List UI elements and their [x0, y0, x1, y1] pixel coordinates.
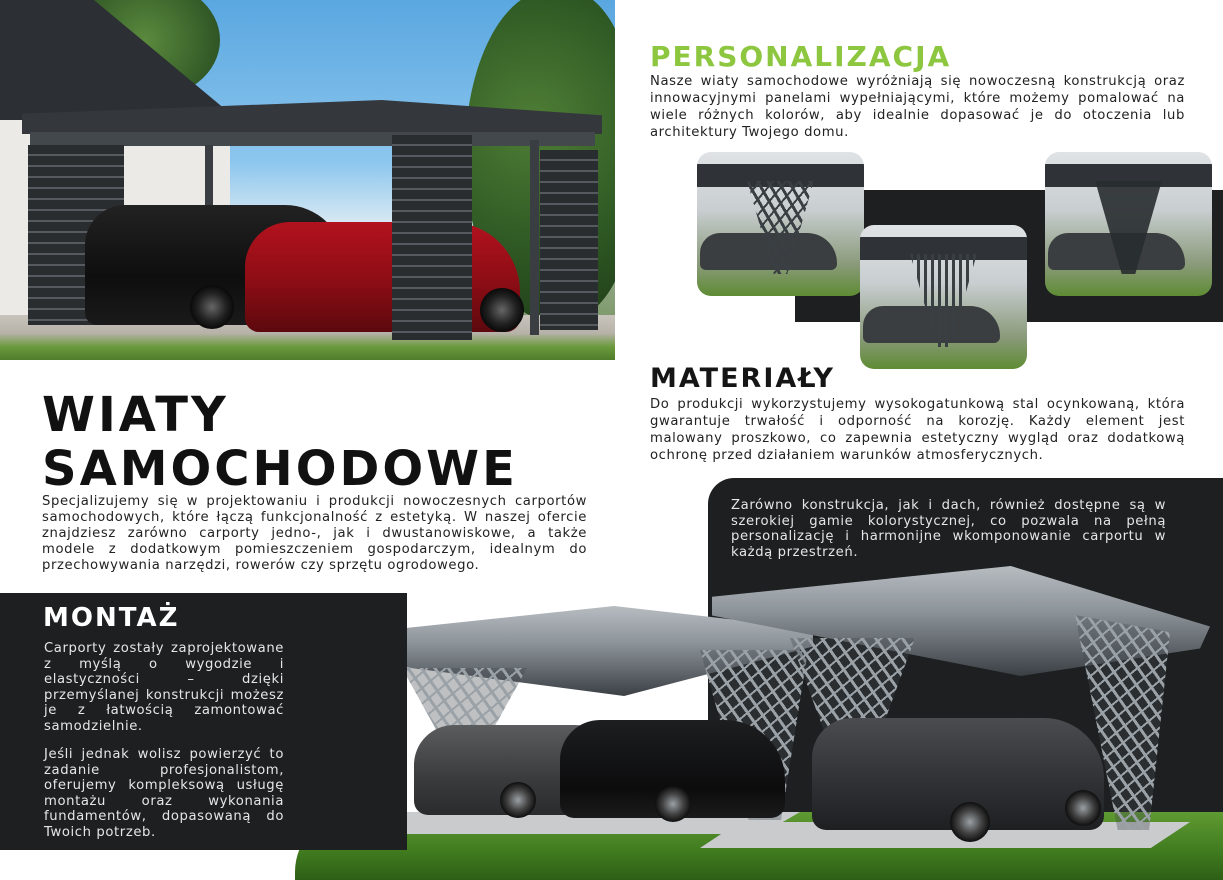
personalizacja-heading: PERSONALIZACJA [650, 40, 952, 73]
wheel [500, 782, 536, 818]
thumbnail-panel-pattern-2 [860, 225, 1027, 369]
wheel [1065, 790, 1101, 826]
thumbnail-panel-pattern-1 [697, 152, 864, 296]
montaz-paragraph-2: Jeśli jednak wolisz powierzyć to zadanie profesjonalistom, oferujemy kompleksową usługę montażu oraz wykonania fundamentów, dopasowaną do Twoich potrzeb. [44, 747, 284, 840]
montaz-heading: MONTAŻ [43, 603, 180, 633]
intro-text: Specjalizujemy się w projektowaniu i produkcji nowoczesnych carportów samochodowych, które łączą funkcjonalność z estetyką. W naszej ofercie znajdziesz zarówno carporty jedno-, jak i dwustanowiskowe, a także modele z dodatkowym pomieszczeniem gospodarczym, idealnym do przechowywania narzędzi, rowerów czy sprzętu ogrodowego. [42, 494, 587, 573]
thumbnail-panel-pattern-3 [1045, 152, 1212, 296]
wheel [655, 786, 691, 822]
page-title-line-1: WIATY [42, 387, 229, 443]
montaz-text [44, 641, 284, 840]
carport-post [530, 140, 539, 335]
carport-roof-underside [30, 132, 595, 146]
page-title-line-2: SAMOCHODOWE [42, 441, 518, 497]
carport-panel-right [540, 150, 598, 330]
carport-panel-middle [392, 135, 472, 340]
page-title [42, 388, 518, 496]
wheel [190, 285, 234, 329]
wheel [480, 288, 524, 332]
hero-carport-photo [0, 0, 615, 360]
materialy-heading: MATERIAŁY [650, 363, 835, 394]
color-options-text: Zarówno konstrukcja, jak i dach, również dostępne są w szerokiej gamie kolorystycznej, co pozwala na pełną personalizację i harmonijne wkomponowanie carportu w każdą przestrzeń. [731, 498, 1166, 560]
personalizacja-text: Nasze wiaty samochodowe wyróżniają się nowoczesną konstrukcją oraz innowacyjnymi panelami wypełniającymi, które możemy pomalować na wiele różnych kolorów, aby idealnie dopasować je do otoczenia lub architektury Twojego domu. [650, 74, 1185, 140]
materialy-text: Do produkcji wykorzystujemy wysokogatunkową stal ocynkowaną, która gwarantuje trwałość i odporność na korozję. Każdy element jest malowany proszkowo, co zapewnia estetyczny wygląd oraz dodatkową ochronę przed działaniem warunków atmosferycznych. [650, 397, 1185, 463]
red-car [245, 222, 520, 332]
wheel [950, 802, 990, 842]
montaz-paragraph-1: Carporty zostały zaprojektowane z myślą o wygodzie i elastyczności – dzięki przemyślanej konstrukcji możesz je z łatwością zamontować samodzielnie. [44, 641, 284, 734]
